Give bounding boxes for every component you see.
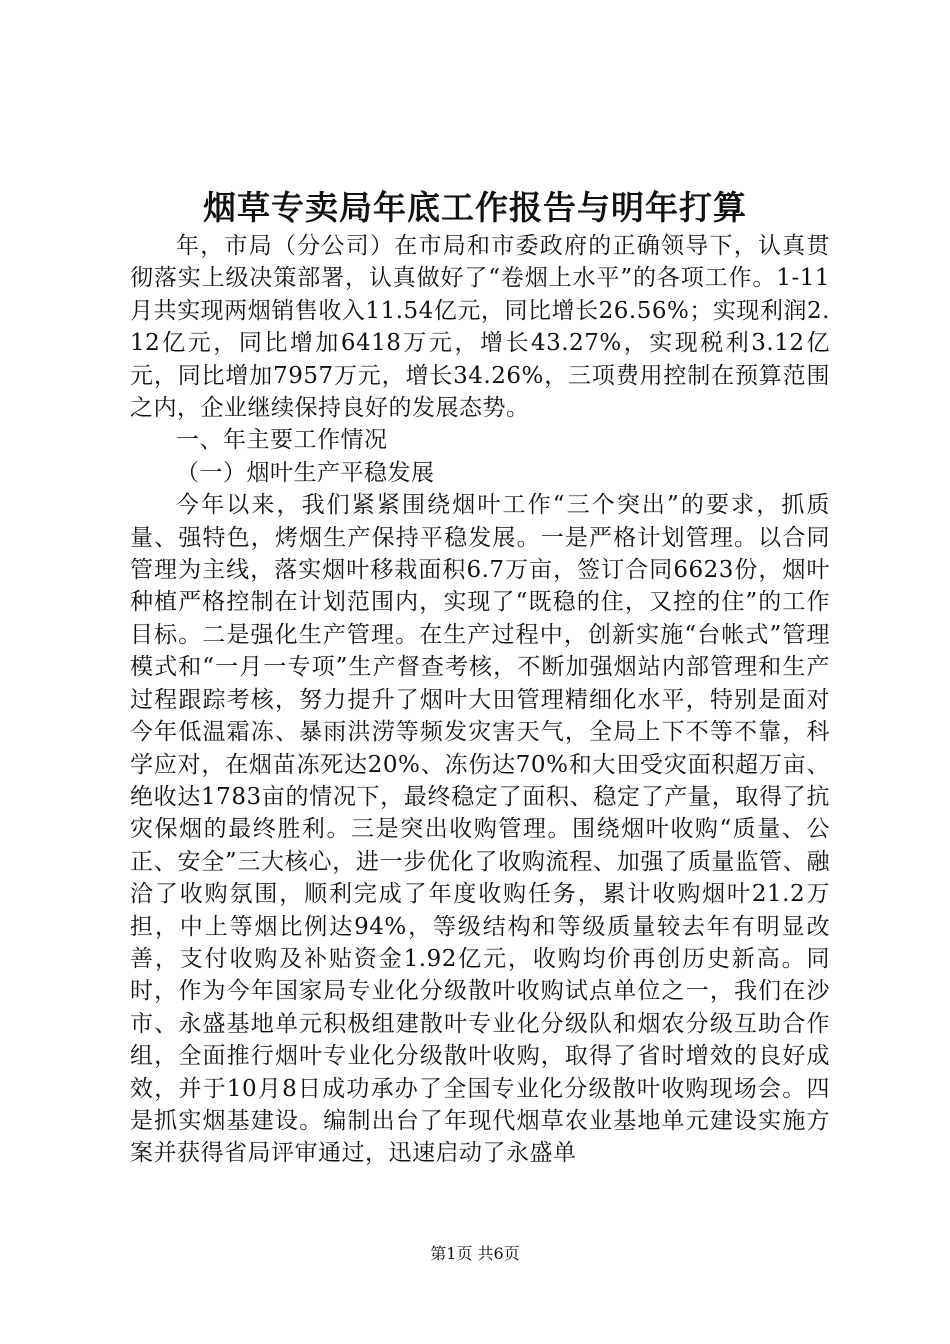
document-title: 烟草专卖局年底工作报告与明年打算	[203, 188, 747, 227]
document-body	[130, 230, 830, 1170]
paragraph-intro: 年，市局（分公司）在市局和市委政府的正确领导下，认真贯彻落实上级决策部署，认真做好了“卷烟上水平”的各项工作。1-11月共实现两烟销售收入11.54亿元，同比增长26.56%；实现利润2.12亿元，同比增加6418万元，增长43.27%，实现税利3.12亿元，同比增加7957万元，增长34.26%，三项费用控制在预算范围之内，企业继续保持良好的发展态势。	[130, 233, 830, 422]
subsection-heading: （一）烟叶生产平稳发展	[176, 459, 435, 486]
section-heading: 一、年主要工作情况	[176, 427, 388, 454]
paragraph-tobacco-production: 今年以来，我们紧紧围绕烟叶工作“三个突出”的要求，抓质量、强特色，烤烟生产保持平稳发展。一是严格计划管理。以合同管理为主线，落实烟叶移栽面积6.7万亩，签订合同6623份，烟叶种植严格控制在计划范围内，实现了“既稳的住，又控的住”的工作目标。二是强化生产管理。在生产过程中，创新实施“台帐式”管理模式和“一月一专项”生产督查考核，不断加强烟站内部管理和生产过程跟踪考核，努力提升了烟叶大田管理精细化水平，特别是面对今年低温霜冻、暴雨洪涝等频发灾害天气，全局上下不等不靠，科学应对，在烟苗冻死达20%、冻伤达70%和大田受灾面积超万亩、绝收达1783亩的情况下，最终稳定了面积、稳定了产量，取得了抗灾保烟的最终胜利。三是突出收购管理。围绕烟叶收购“质量、公正、安全”三大核心，进一步优化了收购流程、加强了质量监管、融洽了收购氛围，顺利完成了年度收购任务，累计收购烟叶21.2万担，中上等烟比例达94%，等级结构和等级质量较去年有明显改善，支付收购及补贴资金1.92亿元，收购均价再创历史新高。同时，作为今年国家局专业化分级散叶收购试点单位之一，我们在沙市、永盛基地单元积极组建散叶专业化分级队和烟农分级互助合作组，全面推行烟叶专业化分级散叶收购，取得了省时增效的良好成效，并于10月8日成功承办了全国专业化分级散叶收购现场会。四是抓实烟基建设。编制出台了年现代烟草农业基地单元建设实施方案并获得省局评审通过，迅速启动了永盛单	[130, 492, 830, 1167]
page-number-footer: 第1页 共6页	[430, 1244, 520, 1263]
